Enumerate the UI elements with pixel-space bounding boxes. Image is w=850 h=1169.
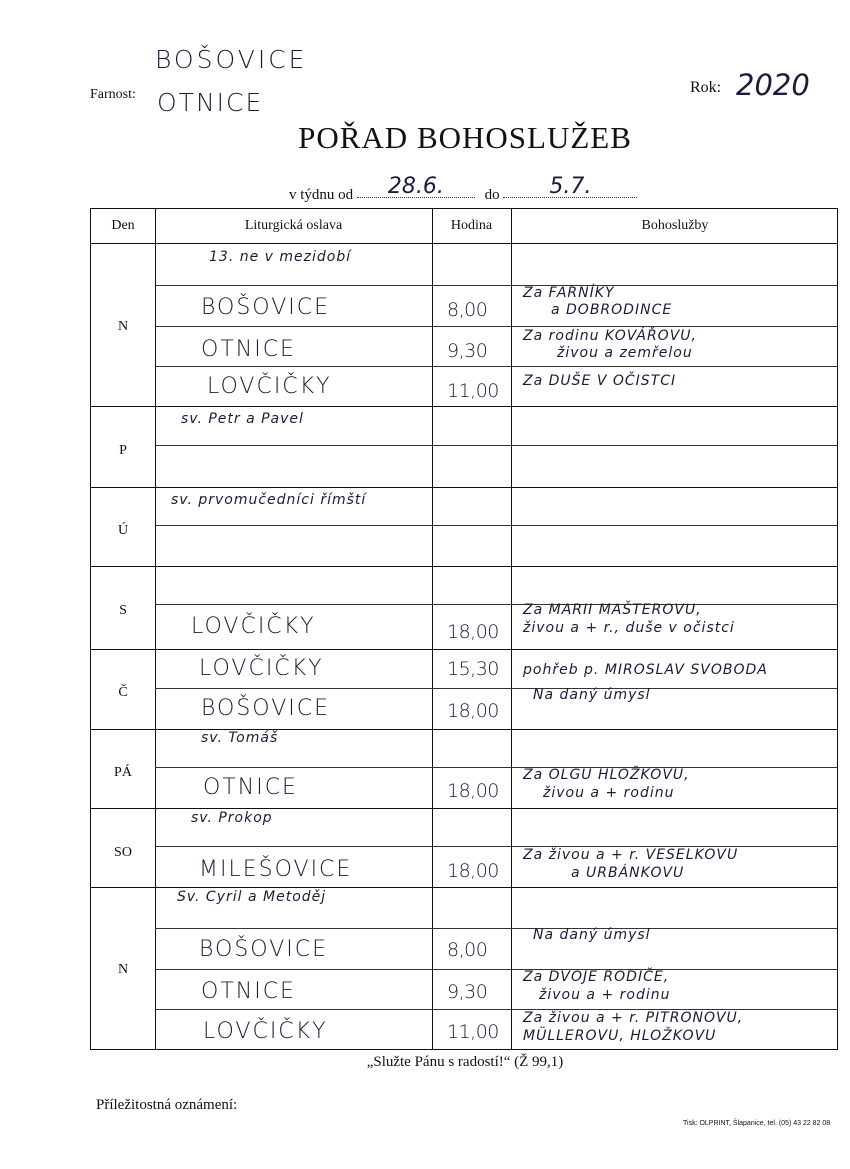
subrow-divider — [155, 285, 837, 286]
announcements-label: Příležitostná oznámení: — [96, 1097, 238, 1113]
year-label: Rok: — [690, 79, 722, 96]
mass-location: LOVČIČKY — [207, 374, 332, 399]
mass-location: LOVČIČKY — [203, 1019, 328, 1044]
year-value: 2020 — [736, 68, 810, 102]
mass-location: LOVČIČKY — [199, 656, 324, 681]
mass-intention: Na daný úmysl — [533, 927, 651, 943]
column-header-services: Bohoslužby — [641, 218, 709, 233]
subrow-divider — [155, 767, 837, 768]
day-divider — [91, 566, 837, 567]
mass-intention: Za DUŠE V OČISTCI — [523, 373, 677, 389]
day-divider — [91, 887, 837, 888]
subrow-divider — [155, 688, 837, 689]
day-divider — [91, 808, 837, 809]
printer-imprint: Tisk: OLPRINT, Šlapanice, tel. (05) 43 22 82 08 — [683, 1120, 831, 1127]
mass-intention-cont: živou a zemřelou — [557, 345, 693, 361]
mass-time: 15,30 — [447, 658, 499, 680]
mass-intention: Za MARII MAŠTEROVU, — [523, 602, 702, 618]
mass-intention: pohřeb p. MIROSLAV SVOBODA — [523, 662, 768, 678]
mass-intention: Za živou a + r. VESELKOVU — [523, 847, 739, 863]
feast-label: sv. prvomučedníci římští — [171, 492, 367, 508]
mass-intention-cont: a URBÁNKOVU — [571, 865, 685, 881]
week-to-label: do — [484, 187, 500, 203]
subrow-divider — [155, 928, 837, 929]
mass-intention-cont: živou a + rodinu — [543, 785, 675, 801]
mass-time: 9,30 — [447, 981, 488, 1003]
mass-time: 8,00 — [447, 939, 488, 961]
subrow-divider — [155, 969, 837, 970]
subrow-divider — [155, 326, 837, 327]
day-label-wednesday: S — [119, 603, 127, 618]
mass-location: OTNICE — [201, 979, 296, 1004]
mass-time: 18,00 — [447, 780, 499, 802]
schedule-table — [90, 208, 838, 1050]
week-from-value: 28.6. — [387, 174, 444, 199]
mass-location: BOŠOVICE — [201, 295, 331, 320]
mass-intention: Za OLGU HLOŽKOVU, — [523, 767, 690, 783]
row-divider — [91, 243, 837, 244]
mass-time: 18,00 — [447, 700, 499, 722]
week-from-field — [357, 174, 475, 199]
day-label-sunday: N — [117, 319, 129, 334]
mass-intention: Za rodinu KOVÁŘOVU, — [523, 328, 697, 344]
mass-intention-cont: živou a + r., duše v očistci — [523, 620, 735, 636]
column-header-time: Hodina — [450, 218, 493, 233]
feast-label: Sv. Cyril a Metoděj — [177, 889, 327, 905]
day-label-tuesday: Ú — [117, 523, 129, 538]
column-divider — [155, 209, 156, 1049]
column-divider — [432, 209, 433, 1049]
column-header-celebration: Liturgická oslava — [244, 218, 343, 233]
subrow-divider — [155, 525, 837, 526]
mass-time: 9,30 — [447, 340, 488, 362]
mass-intention: Za FARNÍKY — [523, 285, 615, 301]
mass-intention: Za DVOJE RODIČE, — [523, 969, 670, 985]
mass-intention-cont: živou a + rodinu — [539, 987, 671, 1003]
mass-time: 18,00 — [447, 860, 499, 882]
mass-location: BOŠOVICE — [199, 937, 329, 962]
mass-time: 11,00 — [447, 380, 499, 402]
week-from-label: v týdnu od — [289, 187, 354, 203]
mass-time: 11,00 — [447, 1021, 499, 1043]
feast-label: 13. ne v mezidobí — [209, 249, 352, 265]
column-divider — [511, 209, 512, 1049]
week-to-field — [503, 174, 637, 199]
parish-name-2: OTNICE — [157, 88, 264, 117]
week-to-value: 5.7. — [549, 174, 592, 199]
feast-label: sv. Tomáš — [201, 730, 279, 746]
farnost-label: Farnost: — [90, 87, 136, 102]
subrow-divider — [155, 445, 837, 446]
mass-intention: Za živou a + r. PITRONOVU, — [523, 1010, 744, 1026]
day-divider — [91, 649, 837, 650]
mass-location: LOVČIČKY — [191, 614, 316, 639]
feast-label: sv. Petr a Pavel — [181, 411, 304, 427]
mass-location: BOŠOVICE — [201, 696, 331, 721]
week-range — [289, 174, 637, 204]
day-label-thursday: Č — [118, 685, 128, 700]
parish-name-1: BOŠOVICE — [155, 45, 308, 74]
feast-label: sv. Prokop — [191, 810, 273, 826]
mass-time: 18,00 — [447, 621, 499, 643]
subrow-divider — [155, 604, 837, 605]
column-header-day: Den — [111, 218, 135, 233]
day-label-monday: P — [119, 443, 127, 458]
subrow-divider — [155, 366, 837, 367]
motto: „Služte Pánu s radostí!“ (Ž 99,1) — [366, 1054, 564, 1070]
mass-intention-cont: a DOBRODINCE — [551, 302, 673, 318]
mass-intention-cont: MÜLLEROVU, HLOŽKOVU — [523, 1028, 717, 1044]
day-divider — [91, 406, 837, 407]
day-divider — [91, 487, 837, 488]
mass-location: OTNICE — [201, 337, 296, 362]
mass-location: MILEŠOVICE — [199, 857, 353, 882]
mass-location: OTNICE — [203, 775, 298, 800]
mass-intention: Na daný úmysl — [533, 687, 651, 703]
day-label-friday: PÁ — [114, 765, 132, 780]
day-label-sunday-2: N — [117, 962, 129, 977]
mass-time: 8,00 — [447, 299, 488, 321]
page-title: POŘAD BOHOSLUŽEB — [298, 120, 632, 155]
day-label-saturday: SO — [114, 845, 132, 860]
